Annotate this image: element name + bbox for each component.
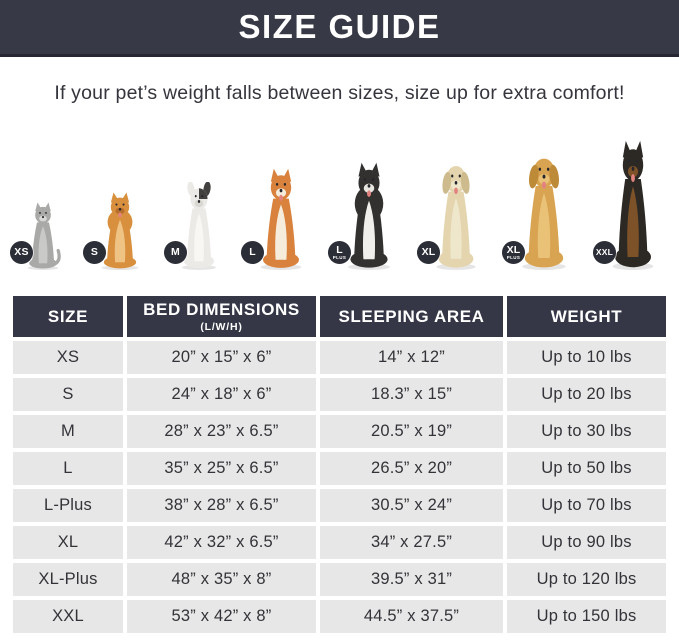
table-header-weight	[507, 296, 666, 337]
weight-cell-s: Up to 20 lbs	[507, 378, 666, 411]
size-badge-border-collie	[328, 241, 351, 264]
sleeping-area-cell-xl: 34” x 27.5”	[320, 526, 503, 559]
animal-doberman	[595, 140, 663, 270]
size-badge-golden-retriever	[502, 241, 525, 264]
size-cell-xl-plus: XL-Plus	[13, 563, 123, 596]
size-badge-label: L	[336, 243, 343, 256]
weight-cell-xl: Up to 90 lbs	[507, 526, 666, 559]
size-badge-label: L	[249, 246, 256, 259]
bed-dimensions-cell-l-plus: 38” x 28” x 6.5”	[127, 489, 316, 522]
sleeping-area-cell-l-plus: 30.5” x 24”	[320, 489, 503, 522]
size-cell-xxl: XXL	[13, 600, 123, 633]
page-title: SIZE GUIDE	[238, 8, 441, 45]
size-cell-s: S	[13, 378, 123, 411]
subtitle-text: If your pet’s weight falls between sizes, size up for extra comfort!	[54, 81, 625, 104]
size-badge-label: XL	[421, 246, 436, 259]
size-badge-shiba-inu	[241, 241, 264, 264]
table-header-bed-dimensions	[127, 296, 316, 337]
weight-cell-xxl: Up to 150 lbs	[507, 600, 666, 633]
size-cell-xl: XL	[13, 526, 123, 559]
size-badge-cat	[10, 241, 33, 264]
size-cell-l-plus: L-Plus	[13, 489, 123, 522]
animal-french-bulldog	[171, 182, 224, 270]
table-header-size	[13, 296, 123, 337]
bed-dimensions-cell-s: 24” x 18” x 6”	[127, 378, 316, 411]
size-badge-doberman	[593, 241, 616, 264]
animal-pomeranian	[90, 192, 147, 270]
animal-shiba-inu	[251, 168, 311, 270]
table-header-sublabel: (L/W/H)	[200, 321, 243, 333]
weight-cell-m: Up to 30 lbs	[507, 415, 666, 448]
size-badge-labrador	[417, 241, 440, 264]
title-banner	[0, 0, 679, 57]
animal-cat	[14, 202, 66, 270]
bed-dimensions-cell-xl: 42” x 32” x 6.5”	[127, 526, 316, 559]
animal-size-lineup	[0, 129, 679, 272]
size-badge-label: XL	[506, 243, 521, 256]
size-badge-french-bulldog	[164, 241, 187, 264]
table-header-sleeping-area	[320, 296, 503, 337]
size-cell-m: M	[13, 415, 123, 448]
size-cell-xs: XS	[13, 341, 123, 374]
size-badge-label: S	[90, 246, 99, 259]
animal-border-collie	[332, 162, 400, 270]
bed-dimensions-cell-l: 35” x 25” x 6.5”	[127, 452, 316, 485]
bed-dimensions-cell-m: 28” x 23” x 6.5”	[127, 415, 316, 448]
bed-dimensions-cell-xxl: 53” x 42” x 8”	[127, 600, 316, 633]
bed-dimensions-cell-xl-plus: 48” x 35” x 8”	[127, 563, 316, 596]
sleeping-area-cell-s: 18.3” x 15”	[320, 378, 503, 411]
weight-cell-l-plus: Up to 70 lbs	[507, 489, 666, 522]
table-header-label: SIZE	[47, 306, 89, 326]
size-badge-label: XS	[14, 246, 29, 259]
sleeping-area-cell-xxl: 44.5” x 37.5”	[320, 600, 503, 633]
size-badge-label: M	[171, 246, 180, 259]
size-cell-l: L	[13, 452, 123, 485]
subtitle-section	[0, 57, 679, 129]
weight-cell-xl-plus: Up to 120 lbs	[507, 563, 666, 596]
size-badge-label: XXL	[595, 247, 614, 258]
size-badge-sub: PLUS	[332, 255, 347, 260]
size-badge-sub: PLUS	[506, 255, 521, 260]
sleeping-area-cell-l: 26.5” x 20”	[320, 452, 503, 485]
size-table	[13, 296, 666, 633]
weight-cell-xs: Up to 10 lbs	[507, 341, 666, 374]
table-header-label: BED DIMENSIONS	[143, 300, 300, 319]
table-header-label: WEIGHT	[550, 306, 623, 326]
weight-cell-l: Up to 50 lbs	[507, 452, 666, 485]
sleeping-area-cell-xs: 14” x 12”	[320, 341, 503, 374]
sleeping-area-cell-xl-plus: 39.5” x 31”	[320, 563, 503, 596]
sleeping-area-cell-m: 20.5” x 19”	[320, 415, 503, 448]
animal-golden-retriever	[506, 150, 576, 270]
bed-dimensions-cell-xs: 20” x 15” x 6”	[127, 341, 316, 374]
animal-labrador	[421, 158, 485, 270]
size-badge-pomeranian	[83, 241, 106, 264]
table-header-label: SLEEPING AREA	[338, 306, 485, 326]
